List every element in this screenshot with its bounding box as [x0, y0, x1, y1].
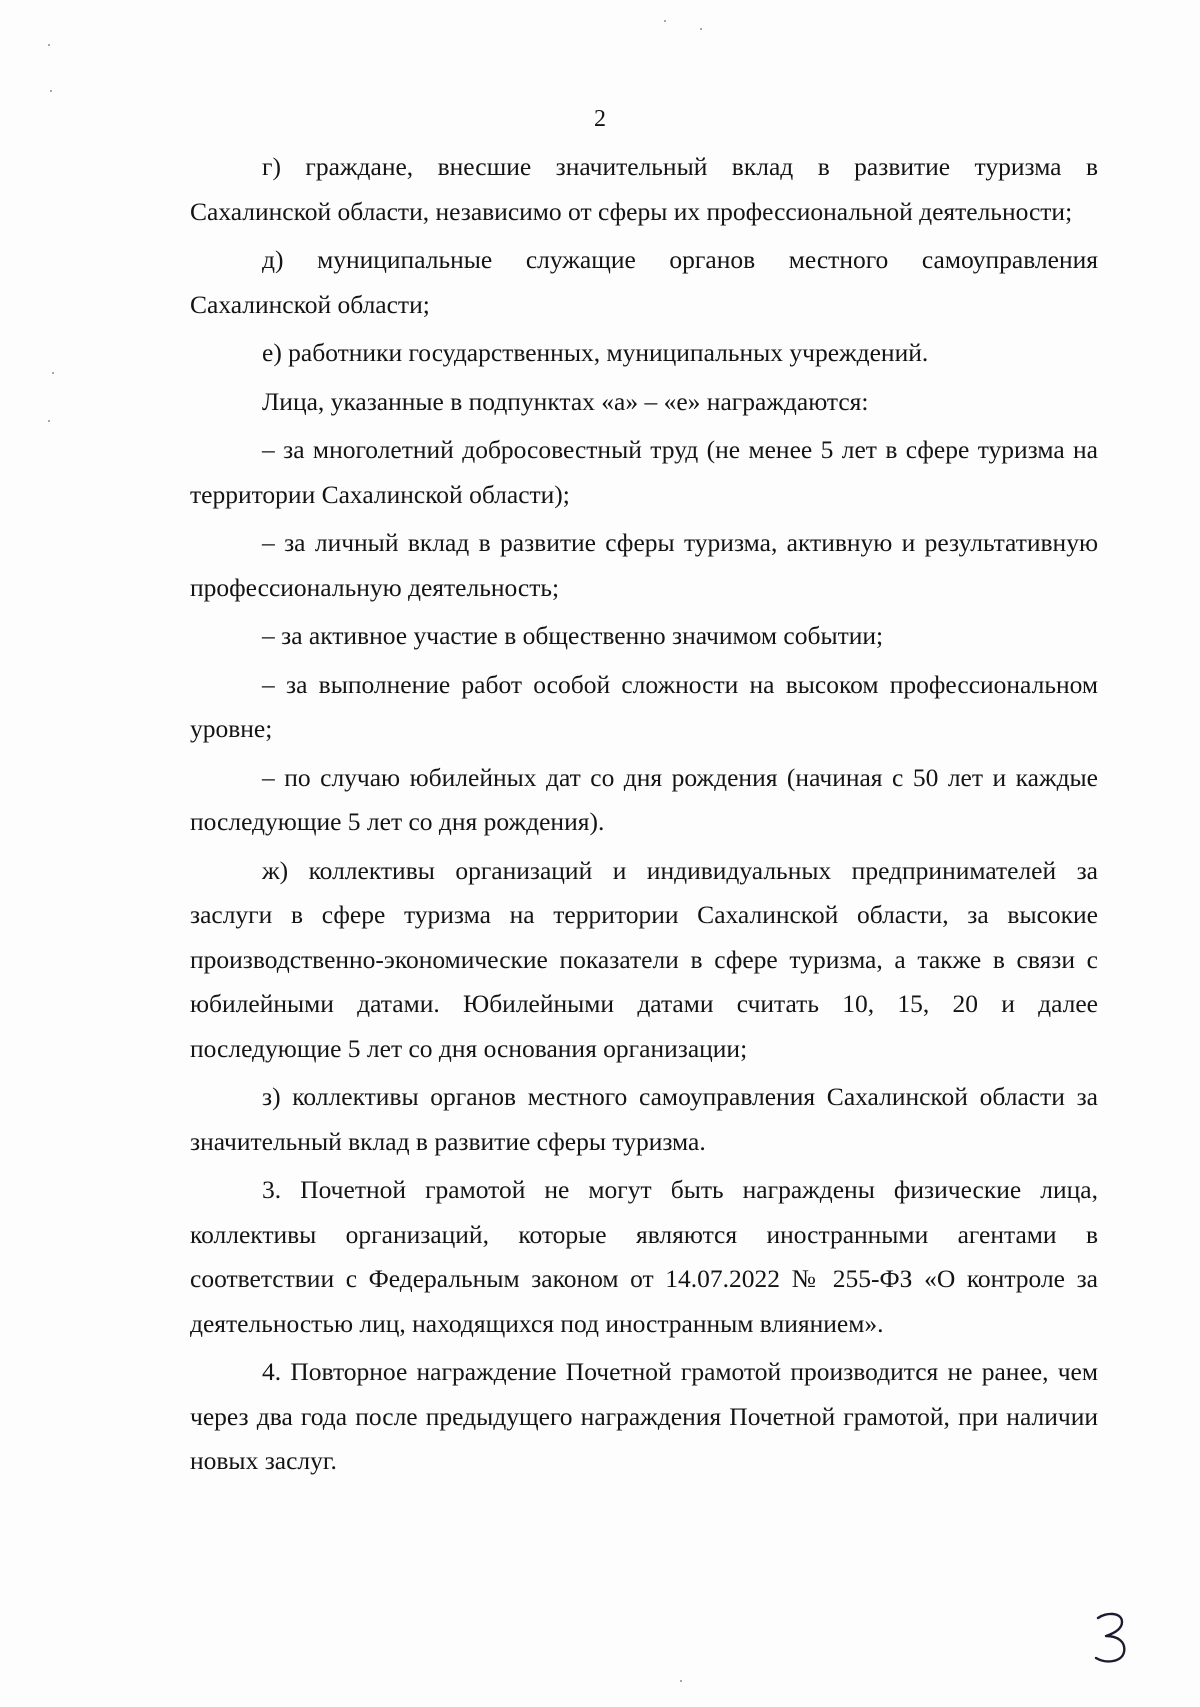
handwritten-page-number [1092, 1610, 1132, 1666]
paragraph-e: е) работники государственных, муниципальных учреждений. [262, 338, 929, 367]
paragraph-z: з) коллективы органов местного самоуправления Сахалинской области за значительный вклад в развитие сферы туризма. [190, 1082, 1098, 1156]
paragraph-persons-awarded: Лица, указанные в подпунктах «а» – «е» награждаются: [262, 386, 869, 416]
scan-speck [700, 28, 702, 30]
list-item-long-service: – за многолетний добросовестный труд (не менее 5 лет в сфере туризма на территории Сахалинской области); [190, 435, 1098, 509]
scan-speck [48, 420, 50, 422]
scan-speck [52, 372, 54, 374]
list-item-active-participation: – за активное участие в общественно значимом событии; [262, 621, 884, 650]
paragraph-d: д) муниципальные служащие органов местного самоуправления Сахалинской области; [190, 245, 1098, 319]
paragraph-g: г) граждане, внесшие значительный вклад в развитие туризма в Сахалинской области, независимо от сферы их профессиональной деятельности; [190, 152, 1098, 226]
list-item-anniversary: – по случаю юбилейных дат со дня рождения (начиная с 50 лет и каждые последующие 5 лет со дня рождения). [190, 762, 1098, 836]
list-item-personal-contribution: – за личный вклад в развитие сферы туризма, активную и результативную профессиональную деятельность; [190, 528, 1098, 602]
scan-speck [48, 44, 50, 46]
scan-speck [680, 1680, 682, 1682]
paragraph-4: 4. Повторное награждение Почетной грамотой производится не ранее, чем через два года после предыдущего награждения Почетной грамотой, при наличии новых заслуг. [190, 1357, 1098, 1475]
scan-speck [664, 20, 666, 22]
page-number: 2 [594, 106, 606, 132]
document-body [190, 145, 1098, 1488]
paragraph-3: 3. Почетной грамотой не могут быть награждены физические лица, коллективы организаций, которые являются иностранными агентами в соответствии с Федеральным законом от 14.07.2022 № 255-ФЗ «О контроле за деятельностью лиц, находящихся под иностранным влиянием». [190, 1175, 1098, 1338]
list-item-complex-work: – за выполнение работ особой сложности на высоком профессиональном уровне; [190, 669, 1098, 743]
scan-speck [50, 90, 52, 92]
paragraph-zh: ж) коллективы организаций и индивидуальных предпринимателей за заслуги в сфере туризма на территории Сахалинской области, за высокие производственно-экономические показатели в сфере туризма, а также в связи с юбилейными датами. Юбилейными датами считать 10, 15, 20 и далее последующие 5 лет со дня основания организации; [190, 855, 1098, 1063]
